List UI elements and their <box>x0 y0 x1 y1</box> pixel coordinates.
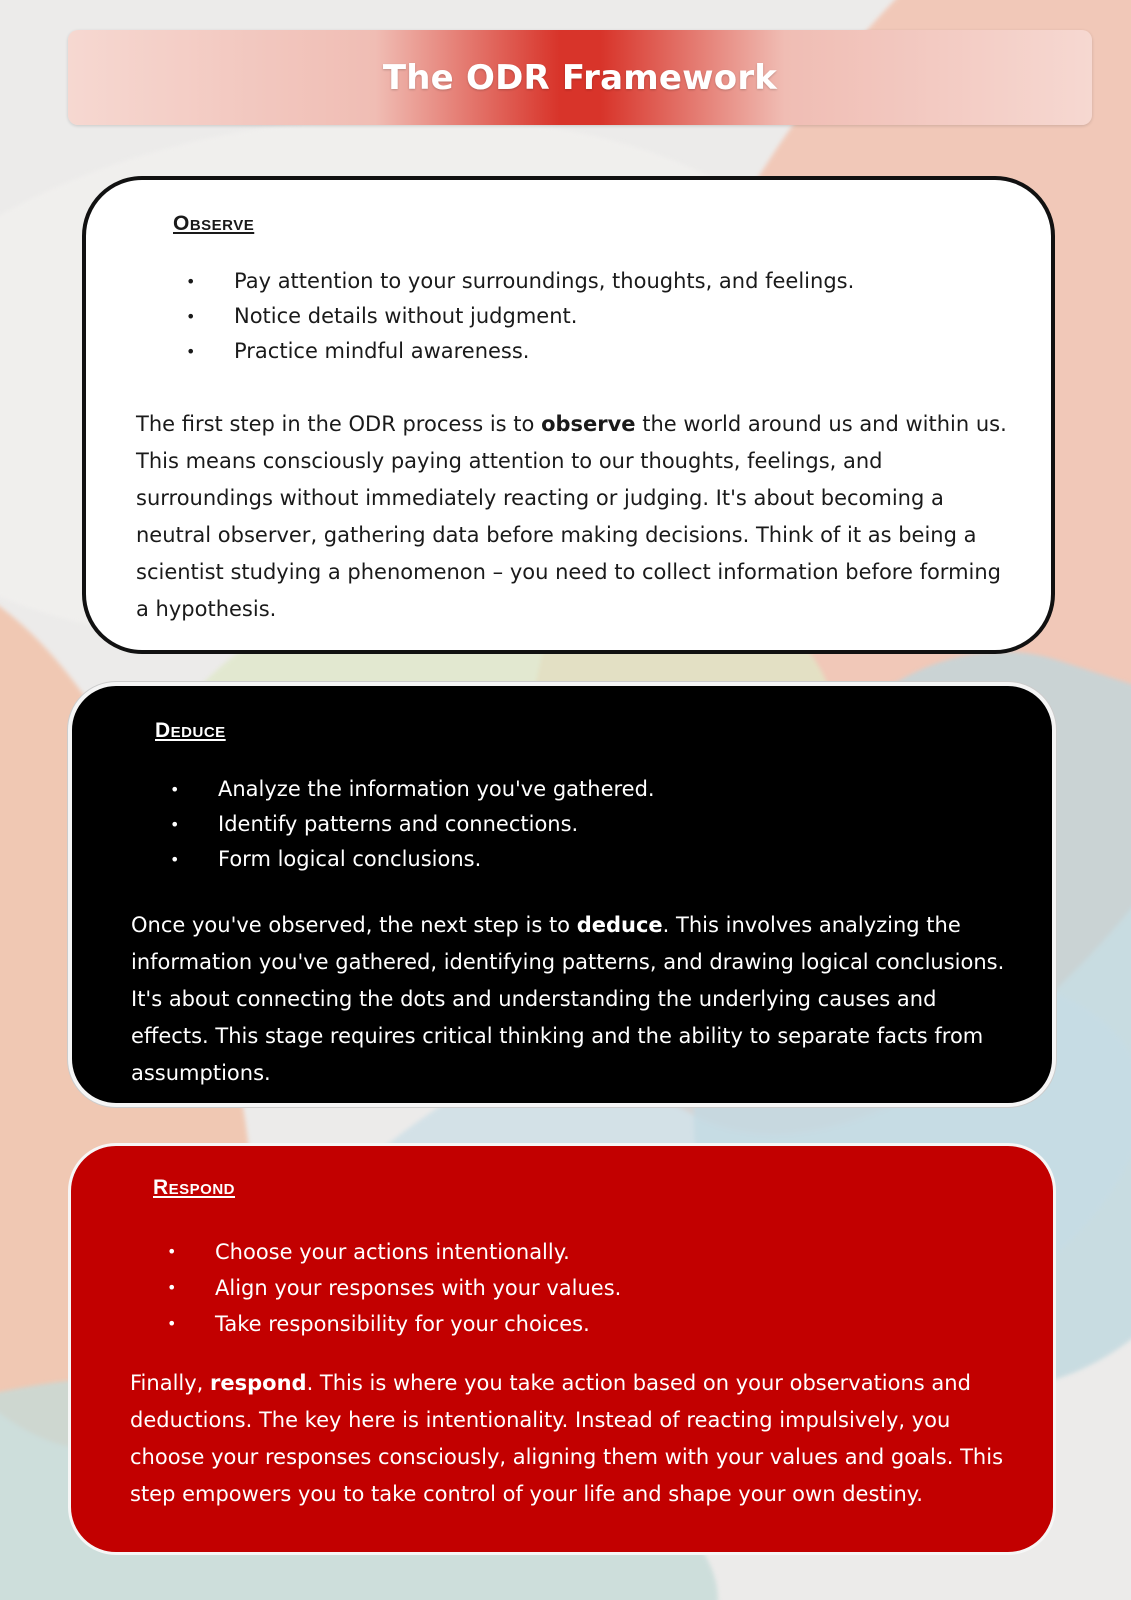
list-item: • Align your responses with your values. <box>167 1270 621 1306</box>
list-item: • Practice mindful awareness. <box>186 334 854 369</box>
list-item: • Identify patterns and connections. <box>170 807 655 842</box>
respond-paragraph <box>130 1365 1010 1513</box>
paragraph-text: Once you've observed, the next step is to <box>131 913 577 937</box>
paragraph-emphasis: deduce <box>576 913 663 937</box>
list-item: • Pay attention to your surroundings, thoughts, and feelings. <box>186 264 854 299</box>
paragraph-text: Finally, <box>130 1371 211 1395</box>
list-item: • Choose your actions intentionally. <box>167 1234 621 1270</box>
respond-bullet-list <box>167 1234 621 1342</box>
deduce-bullet-list <box>170 772 655 877</box>
section-heading-respond: Respond <box>153 1176 236 1199</box>
paragraph-emphasis: respond <box>210 1371 307 1395</box>
observe-bullet-list <box>186 264 854 369</box>
observe-paragraph <box>136 406 1016 628</box>
list-item: • Form logical conclusions. <box>170 842 655 877</box>
deduce-card <box>68 682 1056 1107</box>
paragraph-text: . This is where you take action based on your observations and deductions. The key here is intentionality. Instead of reacting impulsively, you choose your responses consciously, aligning them with your values and goals. This step empowers you to take control of your life and shape your own destiny. <box>130 1371 1004 1506</box>
list-item: • Notice details without judgment. <box>186 299 854 334</box>
list-item: • Analyze the information you've gathered. <box>170 772 655 807</box>
deduce-paragraph <box>131 907 1011 1092</box>
respond-card <box>68 1143 1056 1555</box>
paragraph-emphasis: observe <box>541 412 636 436</box>
list-item: • Take responsibility for your choices. <box>167 1306 621 1342</box>
paragraph-text: . This involves analyzing the information you've gathered, identifying patterns, and drawing logical conclusions. It's about connecting the dots and understanding the underlying causes and effects. This stage requires critical thinking and the ability to separate facts from assumptions. <box>131 913 1005 1085</box>
observe-card <box>82 176 1055 654</box>
paragraph-text: The first step in the ODR process is to <box>136 412 542 436</box>
paragraph-text: the world around us and within us. This means consciously paying attention to our thoughts, feelings, and surroundings without immediately reacting or judging. It's about becoming a neutral observer, gathering data before making decisions. Think of it as being a scientist studying a phenomenon – you need to collect information before forming a hypothesis. <box>136 412 1007 621</box>
title-banner <box>68 30 1092 125</box>
page-title: The ODR Framework <box>382 57 778 98</box>
section-heading-observe: Observe <box>173 212 255 235</box>
section-heading-deduce: Deduce <box>155 719 226 742</box>
